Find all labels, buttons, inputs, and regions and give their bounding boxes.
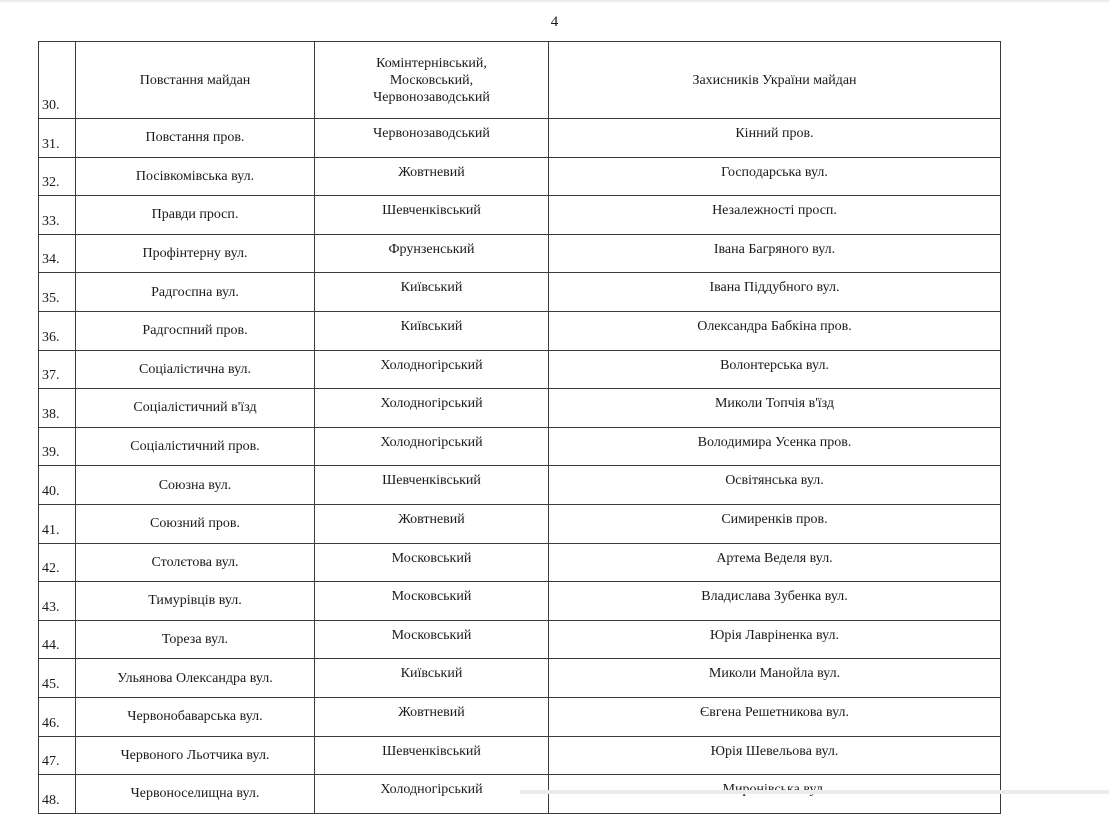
scan-top-edge	[0, 0, 1109, 3]
new-street-name: Господарська вул.	[549, 157, 1001, 196]
old-street-name: Посівкомівська вул.	[76, 157, 315, 196]
table-row	[39, 119, 1001, 158]
page-number: 4	[550, 14, 559, 30]
district-cell: Шевченківський	[315, 736, 549, 775]
district-cell: Московський	[315, 582, 549, 621]
district-cell: Київський	[315, 311, 549, 350]
renaming-table	[38, 41, 1001, 814]
table-row	[39, 543, 1001, 582]
old-street-name: Червоноселищна вул.	[76, 775, 315, 814]
new-street-name: Миколи Топчія в'їзд	[549, 389, 1001, 428]
row-number: 35.	[39, 273, 76, 312]
row-number: 32.	[39, 157, 76, 196]
district-cell: Жовтневий	[315, 504, 549, 543]
new-street-name: Миколи Манойла вул.	[549, 659, 1001, 698]
row-number: 31.	[39, 119, 76, 158]
district-cell	[315, 42, 549, 119]
new-street-name: Захисників України майдан	[549, 42, 1001, 119]
district-cell: Фрунзенський	[315, 234, 549, 273]
district-line: Червонозаводський	[373, 89, 490, 105]
table-row	[39, 389, 1001, 428]
row-number: 43.	[39, 582, 76, 621]
old-street-name: Союзна вул.	[76, 466, 315, 505]
table-row	[39, 42, 1001, 119]
old-street-name: Соціалістичний пров.	[76, 427, 315, 466]
table-row	[39, 659, 1001, 698]
district-cell: Жовтневий	[315, 697, 549, 736]
row-number: 37.	[39, 350, 76, 389]
table-row	[39, 736, 1001, 775]
old-street-name: Соціалістична вул.	[76, 350, 315, 389]
new-street-name: Симиренків пров.	[549, 504, 1001, 543]
district-cell: Московський	[315, 620, 549, 659]
table-body	[39, 42, 1001, 814]
table-row	[39, 466, 1001, 505]
scan-bottom-edge	[520, 790, 1109, 794]
new-street-name: Незалежності просп.	[549, 196, 1001, 235]
new-street-name: Владислава Зубенка вул.	[549, 582, 1001, 621]
district-cell: Шевченківський	[315, 196, 549, 235]
old-street-name: Повстання майдан	[76, 42, 315, 119]
new-street-name: Володимира Усенка пров.	[549, 427, 1001, 466]
new-street-name: Івана Піддубного вул.	[549, 273, 1001, 312]
district-line: Комінтернівський,	[376, 55, 487, 71]
row-number: 39.	[39, 427, 76, 466]
row-number: 30.	[39, 42, 76, 119]
district-cell: Шевченківський	[315, 466, 549, 505]
table-row	[39, 350, 1001, 389]
old-street-name: Червонобаварська вул.	[76, 697, 315, 736]
new-street-name: Юрія Лавріненка вул.	[549, 620, 1001, 659]
new-street-name: Артема Веделя вул.	[549, 543, 1001, 582]
old-street-name: Столєтова вул.	[76, 543, 315, 582]
table-row	[39, 697, 1001, 736]
old-street-name: Повстання пров.	[76, 119, 315, 158]
new-street-name: Кінний пров.	[549, 119, 1001, 158]
old-street-name: Тимурівців вул.	[76, 582, 315, 621]
row-number: 44.	[39, 620, 76, 659]
district-cell: Холодногірський	[315, 775, 549, 814]
table-row	[39, 311, 1001, 350]
table-row	[39, 196, 1001, 235]
row-number: 33.	[39, 196, 76, 235]
row-number: 48.	[39, 775, 76, 814]
row-number: 40.	[39, 466, 76, 505]
district-cell: Червонозаводський	[315, 119, 549, 158]
district-cell: Жовтневий	[315, 157, 549, 196]
district-cell: Холодногірський	[315, 350, 549, 389]
table-row	[39, 427, 1001, 466]
table-row	[39, 582, 1001, 621]
table-row	[39, 273, 1001, 312]
row-number: 41.	[39, 504, 76, 543]
district-cell: Київський	[315, 273, 549, 312]
row-number: 42.	[39, 543, 76, 582]
new-street-name: Освітянська вул.	[549, 466, 1001, 505]
row-number: 46.	[39, 697, 76, 736]
table-row	[39, 157, 1001, 196]
row-number: 38.	[39, 389, 76, 428]
table-row	[39, 620, 1001, 659]
district-cell: Київський	[315, 659, 549, 698]
table-row	[39, 504, 1001, 543]
row-number: 36.	[39, 311, 76, 350]
table-row	[39, 234, 1001, 273]
old-street-name: Профінтерну вул.	[76, 234, 315, 273]
row-number: 47.	[39, 736, 76, 775]
old-street-name: Ульянова Олександра вул.	[76, 659, 315, 698]
new-street-name: Івана Багряного вул.	[549, 234, 1001, 273]
district-line: Московський,	[389, 72, 474, 88]
row-number: 34.	[39, 234, 76, 273]
new-street-name: Олександра Бабкіна пров.	[549, 311, 1001, 350]
old-street-name: Союзний пров.	[76, 504, 315, 543]
new-street-name: Юрія Шевельова вул.	[549, 736, 1001, 775]
new-street-name: Волонтерська вул.	[549, 350, 1001, 389]
old-street-name: Тореза вул.	[76, 620, 315, 659]
new-street-name: Євгена Решетникова вул.	[549, 697, 1001, 736]
old-street-name: Радгоспний пров.	[76, 311, 315, 350]
district-cell: Холодногірський	[315, 389, 549, 428]
district-cell: Холодногірський	[315, 427, 549, 466]
old-street-name: Радгоспна вул.	[76, 273, 315, 312]
row-number: 45.	[39, 659, 76, 698]
old-street-name: Червоного Льотчика вул.	[76, 736, 315, 775]
old-street-name: Правди просп.	[76, 196, 315, 235]
old-street-name: Соціалістичний в'їзд	[76, 389, 315, 428]
district-cell: Московський	[315, 543, 549, 582]
